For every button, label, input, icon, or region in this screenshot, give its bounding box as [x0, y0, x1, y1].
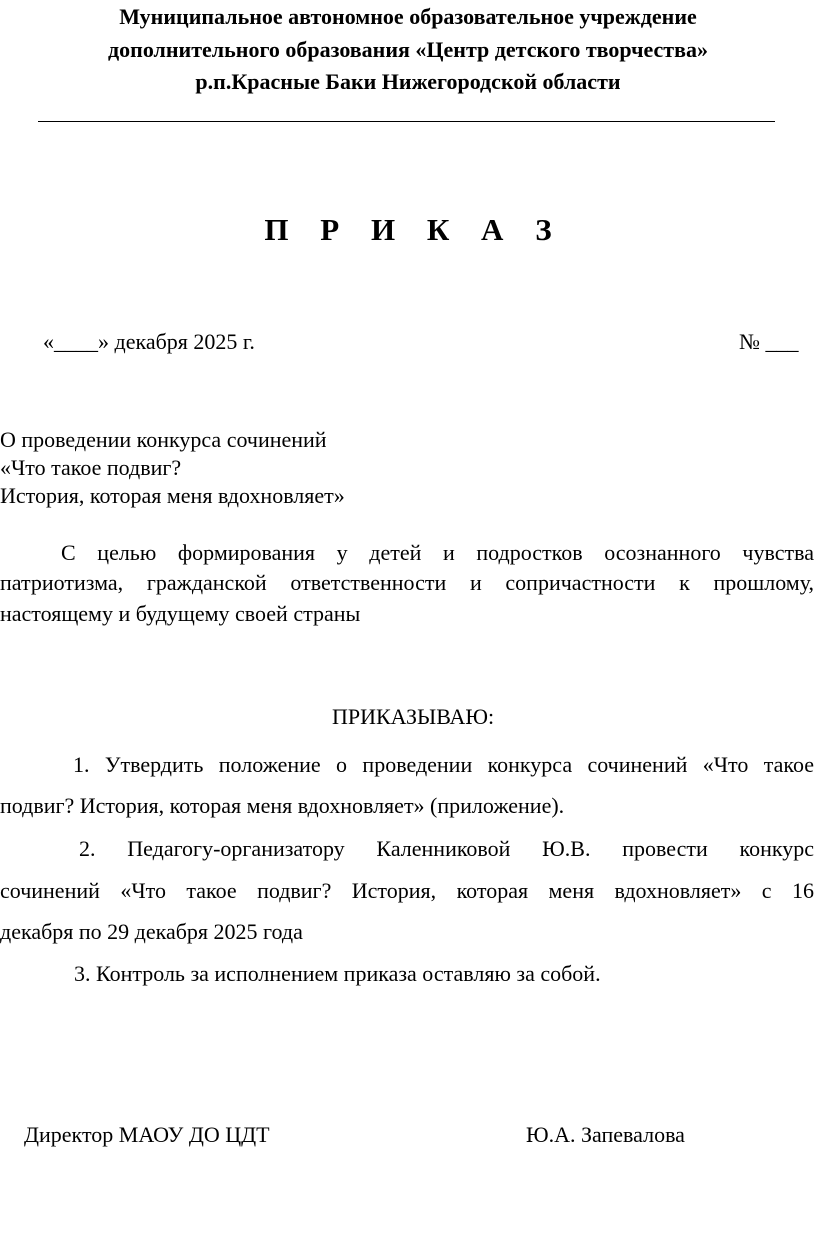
- preamble-line-3: настоящему и будущему своей страны: [0, 601, 361, 626]
- order-date: «____» декабря 2025 г.: [43, 329, 255, 354]
- document-title: П Р И К А З: [264, 212, 564, 247]
- item-1-line-1: 1. Утвердить положение о проведении конкурса сочинений «Что такое: [73, 752, 814, 777]
- decree-heading: ПРИКАЗЫВАЮ:: [332, 704, 495, 729]
- preamble-line-2: патриотизма, гражданской ответственности и сопричастности к прошлому,: [0, 570, 814, 595]
- subject-line-2: «Что такое подвиг?: [0, 455, 182, 480]
- item-1-line-2: подвиг? История, которая меня вдохновляет» (приложение).: [0, 793, 565, 818]
- org-name-line-2: дополнительного образования «Центр детского творчества»: [108, 37, 708, 62]
- item-3-line-1: 3. Контроль за исполнением приказа оставляю за собой.: [74, 961, 601, 986]
- subject-line-1: О проведении конкурса сочинений: [0, 427, 327, 452]
- signature-position: Директор МАОУ ДО ЦДТ: [24, 1122, 270, 1147]
- preamble-line-1: С целью формирования у детей и подростков осознанного чувства: [61, 540, 814, 565]
- item-2-line-1: 2. Педагогу-организатору Каленниковой Ю.В. провести конкурс: [79, 836, 814, 861]
- item-2-line-3: декабря по 29 декабря 2025 года: [0, 919, 303, 944]
- org-name-line-1: Муниципальное автономное образовательное учреждение: [119, 4, 697, 29]
- order-number: № ___: [739, 329, 799, 354]
- signature-name: Ю.А. Запевалова: [526, 1122, 685, 1147]
- header-divider: [38, 121, 775, 122]
- org-name-line-3: р.п.Красные Баки Нижегородской области: [195, 69, 621, 94]
- item-2-line-2: сочинений «Что такое подвиг? История, которая меня вдохновляет» с 16: [0, 878, 814, 903]
- subject-line-3: История, которая меня вдохновляет»: [0, 483, 345, 508]
